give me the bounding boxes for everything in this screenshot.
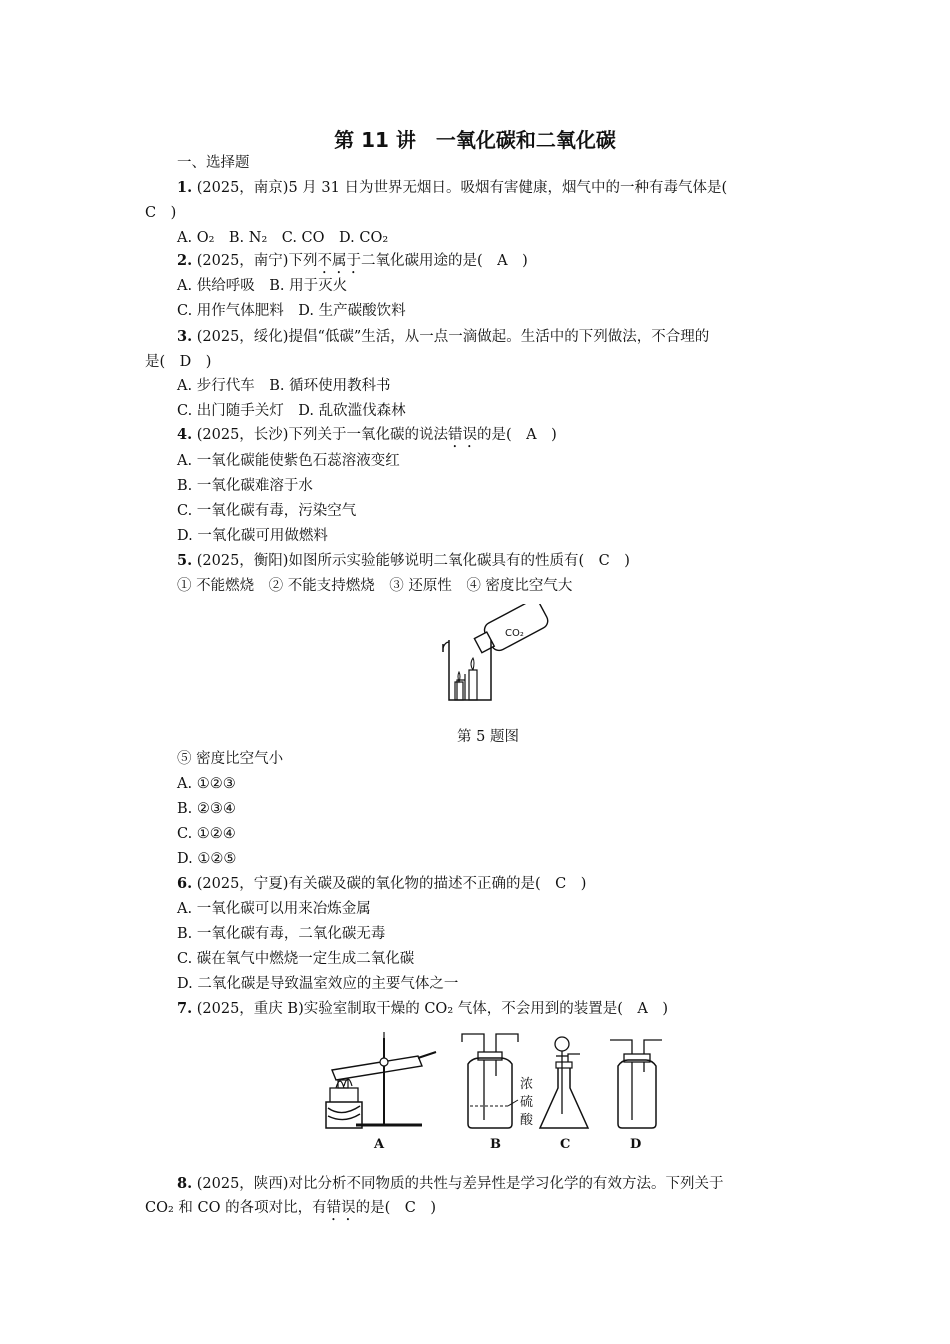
question-3-options-2: C. 出门随手关灯 D. 乱砍滥伐森林	[177, 403, 406, 419]
question-4	[177, 425, 557, 451]
question-3	[177, 327, 709, 347]
question-4-option-c: C. 一氧化碳有毒，污染空气	[177, 503, 357, 519]
question-5-properties: ① 不能燃烧 ② 不能支持燃烧 ③ 还原性 ④ 密度比空气大	[177, 578, 573, 594]
question-number: 2.	[177, 252, 193, 269]
apparatus-label-b: B	[490, 1137, 501, 1152]
apparatus-b	[462, 1034, 518, 1128]
question-text: 的是( A )	[476, 427, 557, 443]
question-text: (2025，长沙)下列关于一氧化碳的说法	[196, 427, 448, 443]
question-5	[177, 551, 630, 571]
question-8-cont	[145, 1198, 436, 1224]
question-3-options-1: A. 步行代车 B. 循环使用教科书	[177, 378, 391, 394]
acid-label: 硫	[520, 1095, 534, 1110]
question-text: (2025，陕西)对比分析不同物质的共性与差异性是学习化学的有效方法。下列关于	[196, 1176, 724, 1192]
question-1	[177, 178, 727, 198]
question-7	[177, 999, 668, 1019]
emphasis-text: 不属于	[317, 253, 361, 269]
question-number: 8.	[177, 1175, 193, 1192]
question-number: 3.	[177, 328, 193, 345]
question-number: 1.	[177, 179, 193, 196]
apparatus-label-a: A	[374, 1137, 385, 1152]
acid-label: 浓	[520, 1077, 534, 1092]
section-heading: 一、选择题	[177, 155, 250, 171]
candle-tall	[469, 670, 477, 700]
question-4-option-d: D. 一氧化碳可用做燃料	[177, 528, 328, 544]
question-5-option-c: C. ①②④	[177, 826, 236, 842]
question-text: (2025，宁夏)有关碳及碳的氧化物的描述不正确的是( C )	[196, 876, 587, 892]
acid-label: 酸	[520, 1113, 534, 1128]
flame-icon	[458, 672, 460, 682]
question-text: (2025，衡阳)如图所示实验能够说明二氧化碳具有的性质有( C )	[196, 553, 630, 569]
question-5-option-a: A. ①②③	[177, 776, 236, 792]
apparatus-label-d: D	[630, 1137, 642, 1152]
question-5-option-b: B. ②③④	[177, 801, 236, 817]
question-text: CO₂ 和 CO 的各项对比，有	[145, 1200, 327, 1216]
question-6-option-a: A. 一氧化碳可以用来冶炼金属	[177, 901, 371, 917]
question-text: (2025，南宁)下列	[196, 253, 318, 269]
question-2-options-2: C. 用作气体肥料 D. 生产碳酸饮料	[177, 303, 406, 319]
question-6	[177, 874, 586, 894]
co2-label: CO₂	[505, 628, 524, 639]
question-number: 7.	[177, 1000, 193, 1017]
apparatus-figure	[322, 1028, 672, 1158]
question-5-property-5: ⑤ 密度比空气小	[177, 751, 284, 767]
question-1-answer: C )	[145, 205, 177, 221]
apparatus-c	[540, 1037, 588, 1128]
question-text: 的是( C )	[355, 1200, 437, 1216]
question-6-option-b: B. 一氧化碳有毒，二氧化碳无毒	[177, 926, 386, 942]
question-number: 6.	[177, 875, 193, 892]
apparatus-d	[610, 1040, 662, 1128]
apparatus-a	[326, 1032, 436, 1128]
question-text: (2025，南京)5 月 31 日为世界无烟日。吸烟有害健康，烟气中的一种有毒气体是(	[196, 180, 728, 196]
question-6-option-d: D. 二氧化碳是导致温室效应的主要气体之一	[177, 976, 459, 992]
question-3-cont: 是( D )	[145, 354, 212, 370]
question-8	[177, 1174, 723, 1194]
question-6-option-c: C. 碳在氧气中燃烧一定生成二氧化碳	[177, 951, 415, 967]
question-4-option-a: A. 一氧化碳能使紫色石蕊溶液变红	[177, 453, 400, 469]
question-1-options: A. O₂ B. N₂ C. CO D. CO₂	[177, 230, 389, 246]
figure-5-caption: 第 5 题图	[457, 729, 519, 745]
question-number: 4.	[177, 426, 193, 443]
emphasis-text: 错误	[447, 427, 477, 443]
apparatus-label-c: C	[560, 1137, 571, 1152]
emphasis-text: 错误	[326, 1200, 356, 1216]
question-5-option-d: D. ①②⑤	[177, 851, 237, 867]
question-4-option-b: B. 一氧化碳难溶于水	[177, 478, 313, 494]
flame-icon	[471, 658, 474, 670]
question-2	[177, 251, 528, 277]
question-text: (2025，重庆 B)实验室制取干燥的 CO₂ 气体，不会用到的装置是( A )	[196, 1001, 669, 1017]
question-2-options-1: A. 供给呼吸 B. 用于灭火	[177, 278, 348, 294]
question-text: (2025，绥化)提倡“低碳”生活，从一点一滴做起。生活中的下列做法，不合理的	[196, 329, 710, 345]
question-text: 二氧化碳用途的是( A )	[360, 253, 528, 269]
question-number: 5.	[177, 552, 193, 569]
page-title: 第 11 讲 一氧化碳和二氧化碳	[334, 128, 616, 152]
co2-pouring-figure	[435, 604, 555, 708]
